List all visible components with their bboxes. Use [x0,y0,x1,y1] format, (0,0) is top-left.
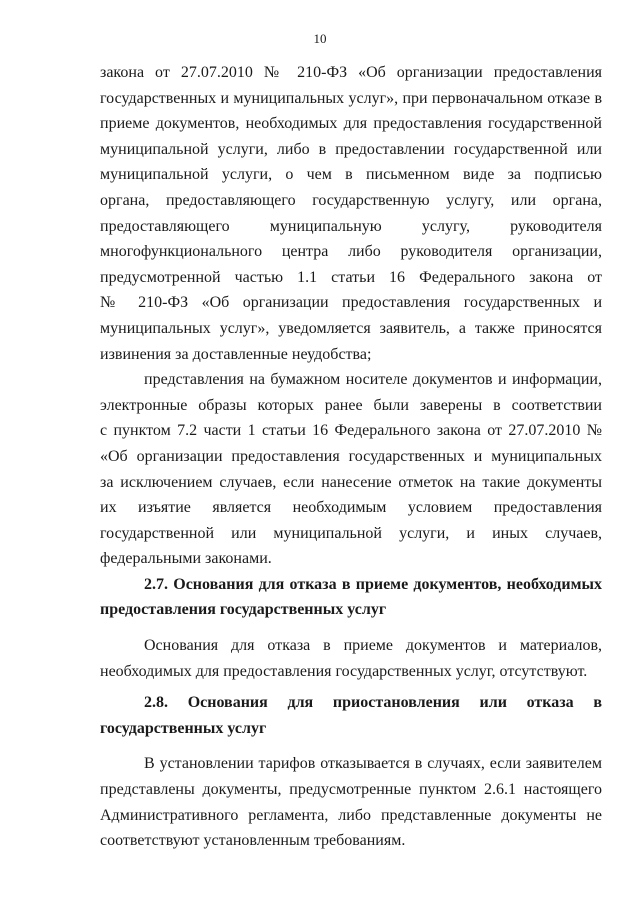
heading-line: государственных услуг [100,719,267,737]
text-line: государственной или муниципальной услуги, и иных случаев, [100,524,602,542]
text-line: предусмотренной частью 1.1 статьи 16 Федерального закона от [100,268,602,286]
paragraph-notification [100,60,602,367]
text-line: электронные образы которых ранее были заверены в соответствии [100,396,602,414]
text-line: Основания для отказа в приеме документов и материалов, [144,637,602,655]
text-line: извинения за доставленные неудобства; [100,345,372,363]
text-line: необходимых для предоставления государственных услуг, отсутствуют. [100,662,588,680]
text-line: представления на бумажном носителе документов и информации, [144,371,602,389]
text-line: федеральными законами. [100,550,272,568]
text-line: за исключением случаев, если нанесение отметок на такие документы [100,473,602,491]
heading-line: 2.7. Основания для отказа в приеме документов, необходимых [144,575,602,593]
text-line: муниципальных услуг», уведомляется заявитель, а также приносятся [100,319,602,337]
text-line: муниципальной услуги, о чем в письменном виде за подписью [100,166,602,184]
text-line: соответствуют установленным требованиям. [100,832,406,850]
text-line: Административного регламента, либо представленные документы не [100,806,602,824]
text-line: «Об организации предоставления государственных и муниципальных [100,447,602,465]
paragraph-paper-documents [100,367,602,572]
heading-line: 2.8. Основания для приостановления или отказа в [144,694,602,712]
text-line: представлены документы, предусмотренные пунктом 2.6.1 настоящего [100,781,602,799]
paragraph-tariffs [100,751,602,853]
text-line: государственных и муниципальных услуг», при первоначальном отказе в [100,89,602,107]
text-line: закона от 27.07.2010 № 210-ФЗ «Об организации предоставления [100,64,602,81]
text-line: муниципальной услуги, либо в предоставлении государственной или [100,140,602,158]
text-line: приеме документов, необходимых для предоставления государственной [100,115,602,133]
heading-line: предоставления государственных услуг [100,601,387,619]
section-heading-2-8 [100,690,602,741]
text-line: их изъятие является необходимым условием предоставления [100,499,602,517]
section-heading-2-7 [100,572,602,623]
text-line: органа, предоставляющего государственную услугу, или органа, [100,191,602,209]
text-line: с пунктом 7.2 части 1 статьи 16 Федерального закона от 27.07.2010 № [100,422,602,440]
document-body [100,60,602,854]
text-line: многофункционального центра либо руководителя организации, [100,243,602,261]
paragraph-refusal-grounds [100,633,602,684]
text-line: В установлении тарифов отказывается в случаях, если заявителем [144,755,602,773]
text-line: № 210-ФЗ «Об организации предоставления государственных и [100,294,602,312]
page-number: 10 [313,31,327,46]
text-line: предоставляющего муниципальную услугу, руководителя [100,217,602,235]
